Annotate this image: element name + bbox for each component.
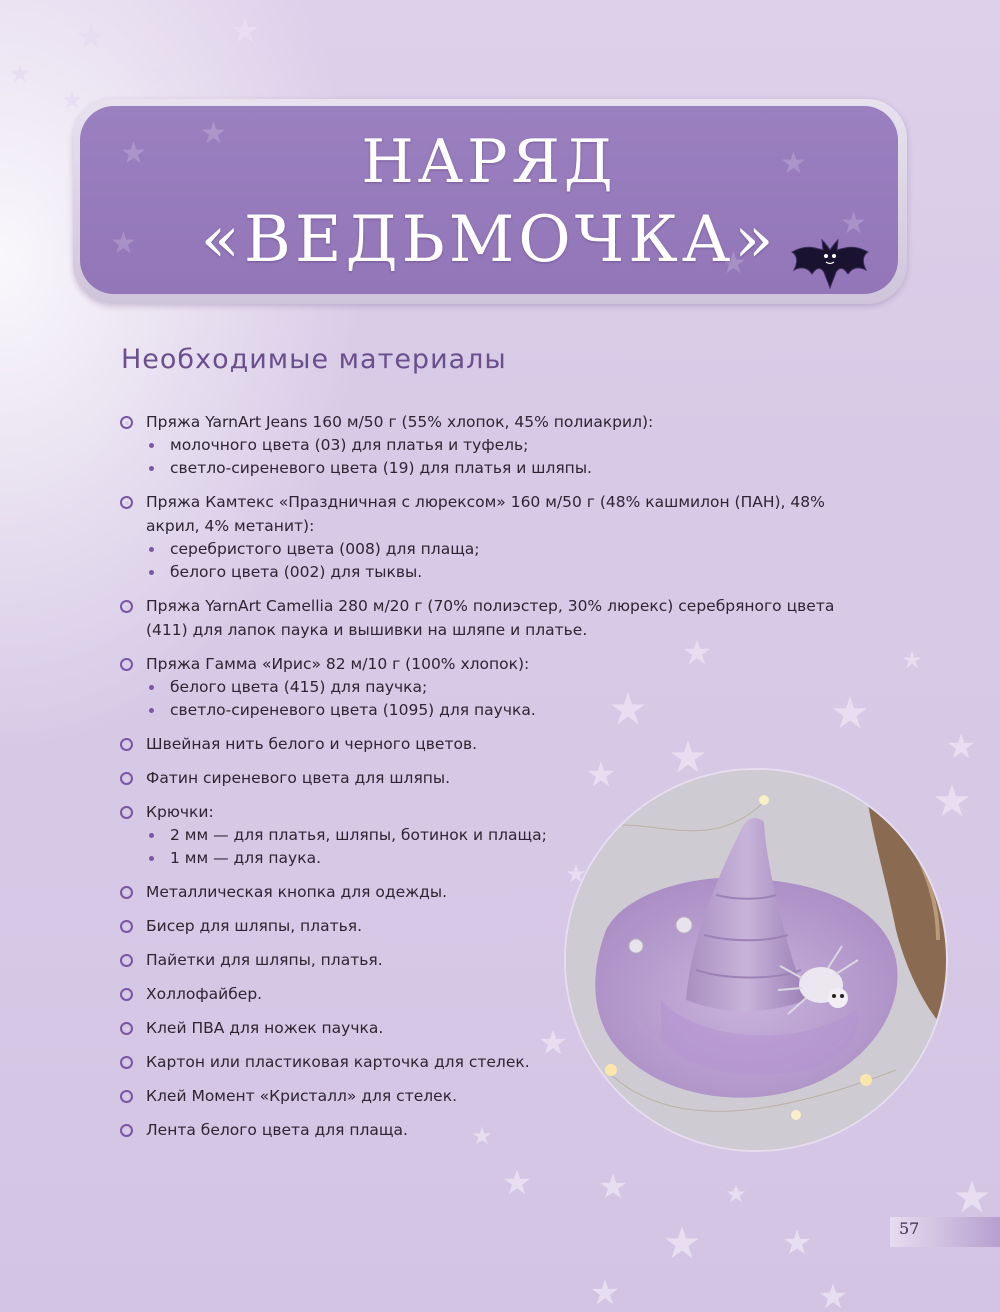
ring-bullet-icon: [120, 738, 133, 751]
page-number: 57: [899, 1219, 920, 1238]
star-icon: [8, 62, 32, 86]
material-item: [120, 732, 860, 756]
material-text: Пряжа YarnArt Jeans 160 м/50 г (55% хлопок, 45% полиакрил):: [146, 413, 654, 431]
star-icon: [816, 1280, 850, 1312]
ring-bullet-icon: [120, 1056, 133, 1069]
material-item: [120, 594, 860, 642]
material-subitem: светло-сиреневого цвета (19) для платья и шляпы.: [146, 457, 860, 480]
star-icon: [228, 14, 262, 48]
ring-bullet-icon: [120, 1124, 133, 1137]
star-icon: [500, 1166, 534, 1200]
star-icon: [660, 1222, 704, 1266]
star-icon: [60, 88, 84, 112]
material-text: Пряжа Камтекс «Праздничная с люрексом» 160 м/50 г (48% кашмилон (ПАН), 48% акрил, 4% метанит):: [146, 493, 825, 535]
witch-hat-photo: [566, 770, 946, 1150]
material-text: Фатин сиреневого цвета для шляпы.: [146, 769, 451, 787]
material-text: Пряжа Гамма «Ирис» 82 м/10 г (100% хлопок):: [146, 655, 530, 673]
material-item: [120, 490, 860, 584]
material-text: Пайетки для шляпы, платья.: [146, 951, 383, 969]
material-text: Швейная нить белого и черного цветов.: [146, 735, 478, 753]
ring-bullet-icon: [120, 920, 133, 933]
material-text: Клей Момент «Кристалл» для стелек.: [146, 1087, 457, 1105]
material-text: Крючки:: [146, 803, 214, 821]
material-text: Клей ПВА для ножек паучка.: [146, 1019, 384, 1037]
material-sublist: [146, 434, 860, 480]
material-text: Лента белого цвета для плаща.: [146, 1121, 408, 1139]
star-icon: [74, 20, 108, 54]
material-item: [120, 410, 860, 480]
ring-bullet-icon: [120, 496, 133, 509]
ring-bullet-icon: [120, 658, 133, 671]
ring-bullet-icon: [120, 988, 133, 1001]
material-text: Картон или пластиковая карточка для стелек.: [146, 1053, 530, 1071]
material-subitem: белого цвета (002) для тыквы.: [146, 561, 860, 584]
material-subitem: молочного цвета (03) для платья и туфель;: [146, 434, 860, 457]
ring-bullet-icon: [120, 416, 133, 429]
bat-icon: [786, 236, 874, 292]
star-icon: [588, 1276, 622, 1310]
title-banner: [80, 106, 898, 294]
material-item: [120, 652, 860, 722]
ring-bullet-icon: [120, 954, 133, 967]
ring-bullet-icon: [120, 600, 133, 613]
material-subitem: белого цвета (415) для паучка;: [146, 676, 860, 699]
star-icon: [950, 1176, 994, 1220]
ring-bullet-icon: [120, 1022, 133, 1035]
title-line-2: «ВЕДЬМОЧКА»: [200, 203, 778, 277]
witch-hat-illustration: [566, 770, 946, 1150]
ring-bullet-icon: [120, 772, 133, 785]
section-title: Необходимые материалы: [121, 344, 507, 375]
ring-bullet-icon: [120, 1090, 133, 1103]
material-text: Холлофайбер.: [146, 985, 263, 1003]
ring-bullet-icon: [120, 886, 133, 899]
star-icon: [944, 730, 978, 764]
material-subitem: 1 мм — для паука.: [146, 847, 860, 870]
material-subitem: серебристого цвета (008) для плаща;: [146, 538, 860, 561]
material-subitem: 2 мм — для платья, шляпы, ботинок и плаща;: [146, 824, 860, 847]
material-sublist: [146, 538, 860, 584]
star-icon: [146, 56, 180, 90]
material-text: Бисер для шляпы, платья.: [146, 917, 363, 935]
star-icon: [780, 1226, 814, 1260]
title-line-1: НАРЯД: [361, 127, 617, 197]
star-icon: [596, 1170, 630, 1204]
material-text: Пряжа YarnArt Camellia 280 м/20 г (70% полиэстер, 30% люрекс) серебряного цвета (411) для лапок паука и вышивки на шляпе и платье.: [146, 597, 835, 639]
star-icon: [900, 648, 924, 672]
material-text: Металлическая кнопка для одежды.: [146, 883, 448, 901]
material-sublist: [146, 676, 860, 722]
star-icon: [724, 1182, 748, 1206]
ring-bullet-icon: [120, 806, 133, 819]
material-subitem: светло-сиреневого цвета (1095) для паучка.: [146, 699, 860, 722]
